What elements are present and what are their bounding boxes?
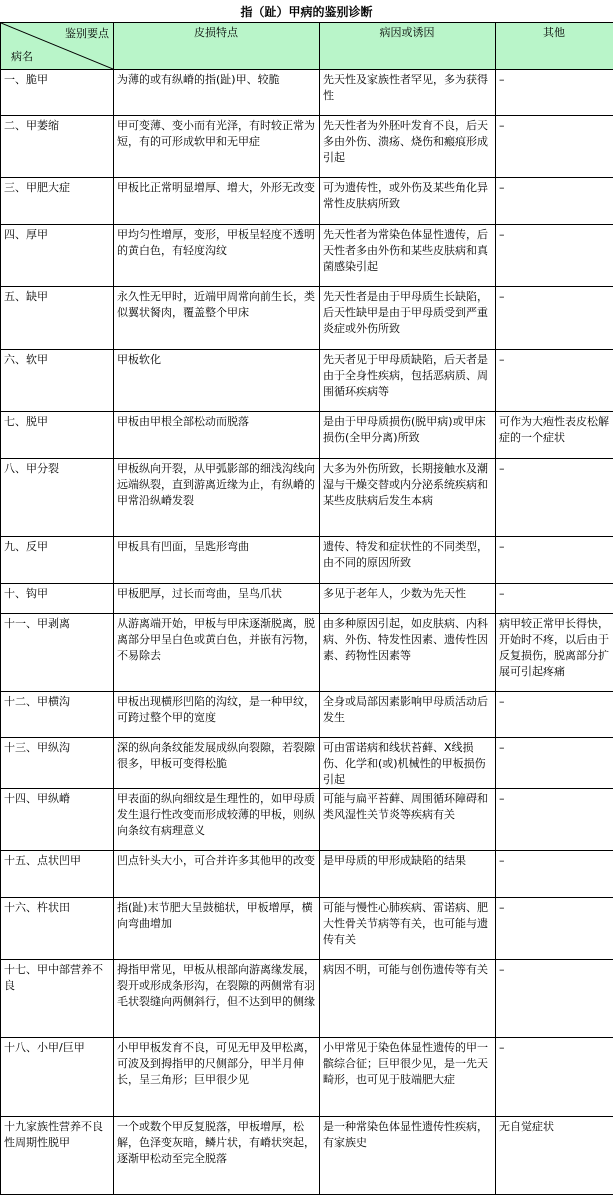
row-name-cell: 十三、甲纵沟 <box>1 738 114 789</box>
row-features-cell: 甲板软化 <box>114 350 320 412</box>
row-other-cell: 可作为大疱性表皮松解症的一个症状 <box>496 412 613 459</box>
row-features-cell: 甲板出现横形凹陷的沟纹，是一种甲纹，可跨过整个甲的宽度 <box>114 692 320 738</box>
row-features-cell: 永久性无甲时，近端甲周常向前生长，类似翼状胬肉，覆盖整个甲床 <box>114 287 320 350</box>
row-name-cell: 五、缺甲 <box>1 287 114 350</box>
row-name-cell: 三、甲肥大症 <box>1 178 114 225</box>
table-row <box>1 287 613 350</box>
row-features-cell: 为薄的或有纵嵴的指(趾)甲、较脆 <box>114 70 320 116</box>
row-name-cell: 十八、小甲/巨甲 <box>1 1038 114 1117</box>
row-name-cell: 十二、甲横沟 <box>1 692 114 738</box>
row-cause-cell: 可能与扁平苔藓、周围循环障碍和类风湿性关节炎等疾病有关 <box>320 789 496 851</box>
table-row <box>1 459 613 537</box>
row-name-cell: 七、脱甲 <box>1 412 114 459</box>
row-cause-cell: 先天者见于甲母质缺陷，后天者是由于全身性疾病，包括恶病质、周围循环疾病等 <box>320 350 496 412</box>
row-cause-cell: 遗传、特发和症状性的不同类型，由不同的原因所致 <box>320 537 496 584</box>
corner-header <box>1 23 114 70</box>
row-features-cell: 甲表面的纵向细纹是生理性的，如甲母质发生退行性改变而形成较薄的甲板，则纵向条纹有病理意义 <box>114 789 320 851</box>
table-row <box>1 898 613 960</box>
table-row <box>1 614 613 692</box>
row-other-cell: – <box>496 898 613 960</box>
row-name-cell: 十九家族性营养不良性周期性脱甲 <box>1 1117 114 1195</box>
row-cause-cell: 先天性者为外胚叶发育不良，后天多由外伤、溃疡、烧伤和瘢痕形成引起 <box>320 116 496 178</box>
row-name-cell: 十四、甲纵嵴 <box>1 789 114 851</box>
column-header-other: 其他 <box>496 23 613 70</box>
row-name-cell: 八、甲分裂 <box>1 459 114 537</box>
row-other-cell: – <box>496 459 613 537</box>
row-cause-cell: 可为遗传性，或外伤及某些角化异常性皮肤病所致 <box>320 178 496 225</box>
column-header-cause: 病因或诱因 <box>320 23 496 70</box>
row-other-cell: – <box>496 851 613 898</box>
column-header-features: 皮损特点 <box>114 23 320 70</box>
row-other-cell: – <box>496 225 613 287</box>
table-row <box>1 537 613 584</box>
row-cause-cell: 是由于甲母质损伤(脱甲病)或甲床损伤(全甲分离)所致 <box>320 412 496 459</box>
table-row <box>1 1038 613 1117</box>
row-other-cell: 病甲较正常甲长得快，开始时不疼，以后由于反复损伤，脱离部分扩展可引起疼痛 <box>496 614 613 692</box>
row-cause-cell: 先天性及家族性者罕见，多为获得性 <box>320 70 496 116</box>
row-other-cell: – <box>496 960 613 1038</box>
table-row <box>1 225 613 287</box>
table-row <box>1 178 613 225</box>
row-features-cell: 甲板纵向开裂，从甲弧影部的细浅沟线向远端纵裂，直到游离近缘为止，有纵嵴的甲常沿纵嵴发裂 <box>114 459 320 537</box>
row-other-cell: – <box>496 350 613 412</box>
row-features-cell: 甲板具有凹面，呈匙形弯曲 <box>114 537 320 584</box>
row-features-cell: 一个或数个甲反复脱落，甲板增厚，松解，色泽变灰暗，鳞片状，有嵴状突起，逐渐甲松动至完全脱落 <box>114 1117 320 1195</box>
table-row <box>1 70 613 116</box>
table-row <box>1 789 613 851</box>
table-row <box>1 584 613 614</box>
row-cause-cell: 多见于老年人，少数为先天性 <box>320 584 496 614</box>
row-cause-cell: 可由雷诺病和线状苔藓、X线损伤、化学和(或)机械性的甲板损伤引起 <box>320 738 496 789</box>
row-features-cell: 甲板肥厚，过长而弯曲，呈鸟爪状 <box>114 584 320 614</box>
row-cause-cell: 先天性者为常染色体显性遗传，后天性者多由外伤和某些皮肤病和真菌感染引起 <box>320 225 496 287</box>
table-row <box>1 350 613 412</box>
table-row <box>1 851 613 898</box>
row-name-cell: 二、甲萎缩 <box>1 116 114 178</box>
table-row <box>1 116 613 178</box>
table-row <box>1 960 613 1038</box>
row-features-cell: 小甲甲板发育不良，可见无甲及甲松离，可波及到拇指甲的尺侧部分，甲半月伸长，呈三角形；巨甲很少见 <box>114 1038 320 1117</box>
row-name-cell: 十、钩甲 <box>1 584 114 614</box>
row-name-cell: 十五、点状凹甲 <box>1 851 114 898</box>
row-features-cell: 深的纵向条纹能发展成纵向裂隙，若裂隙很多，甲板可变得松脆 <box>114 738 320 789</box>
row-cause-cell: 小甲常见于染色体显性遗传的甲一髌综合征；巨甲很少见，是一先天畸形，也可见于肢端肥大症 <box>320 1038 496 1117</box>
row-name-cell: 一、脆甲 <box>1 70 114 116</box>
row-other-cell: – <box>496 789 613 851</box>
row-features-cell: 凹点针头大小，可合并许多其他甲的改变 <box>114 851 320 898</box>
row-features-cell: 指(趾)末节肥大呈鼓槌状，甲板增厚，横向弯曲增加 <box>114 898 320 960</box>
diagnosis-table <box>0 22 613 1195</box>
row-other-cell: – <box>496 738 613 789</box>
row-name-cell: 四、厚甲 <box>1 225 114 287</box>
table-row <box>1 738 613 789</box>
row-features-cell: 甲板比正常明显增厚、增大，外形无改变 <box>114 178 320 225</box>
row-other-cell: – <box>496 537 613 584</box>
corner-label-disease: 病名 <box>11 49 33 65</box>
table-row <box>1 692 613 738</box>
row-features-cell: 从游离端开始，甲板与甲床逐渐脱离，脱离部分甲呈白色或黄白色，并嵌有污物，不易除去 <box>114 614 320 692</box>
row-other-cell: – <box>496 70 613 116</box>
row-name-cell: 十六、杵状田 <box>1 898 114 960</box>
table-row <box>1 1117 613 1195</box>
row-other-cell: – <box>496 287 613 350</box>
row-cause-cell: 是一种常染色体显性遗传性疾病，有家族史 <box>320 1117 496 1195</box>
row-other-cell: – <box>496 1038 613 1117</box>
row-features-cell: 甲均匀性增厚，变形，甲板呈轻度不透明的黄白色，有轻度沟纹 <box>114 225 320 287</box>
row-name-cell: 十一、甲剥离 <box>1 614 114 692</box>
table-header-row <box>1 23 613 70</box>
row-cause-cell: 由多种原因引起，如皮肤病、内科病、外伤、特发性因素、遗传性因素、药物性因素等 <box>320 614 496 692</box>
row-cause-cell: 大多为外伤所致，长期接触水及潮湿与干燥交替或内分泌系统疾病和某些皮肤病后发生本病 <box>320 459 496 537</box>
row-other-cell: – <box>496 692 613 738</box>
row-other-cell: – <box>496 116 613 178</box>
row-features-cell: 拇指甲常见，甲板从根部向游离缘发展，裂开或形成条形沟，在裂隙的两侧常有羽毛状裂缝向两侧斜行，但不达到甲的侧缘 <box>114 960 320 1038</box>
row-name-cell: 九、反甲 <box>1 537 114 584</box>
row-cause-cell: 先天性者是由于甲母质生长缺陷，后天性缺甲是由于甲母质受到严重炎症或外伤所致 <box>320 287 496 350</box>
row-name-cell: 十七、甲中部营养不良 <box>1 960 114 1038</box>
row-other-cell: – <box>496 584 613 614</box>
corner-label-criteria: 鉴别要点 <box>65 26 109 42</box>
row-features-cell: 甲板由甲根全部松动而脱落 <box>114 412 320 459</box>
table-row <box>1 412 613 459</box>
row-name-cell: 六、软甲 <box>1 350 114 412</box>
row-cause-cell: 全身或局部因素影响甲母质活动后发生 <box>320 692 496 738</box>
row-other-cell: 无自觉症状 <box>496 1117 613 1195</box>
document-title: 指（趾）甲病的鉴别诊断 <box>0 2 613 22</box>
row-features-cell: 甲可变薄、变小而有光泽，有时较正常为短，有的可形成软甲和无甲症 <box>114 116 320 178</box>
row-cause-cell: 是甲母质的甲形成缺陷的结果 <box>320 851 496 898</box>
row-cause-cell: 可能与慢性心肺疾病、雷诺病、肥大性骨关节病等有关，也可能与遗传有关 <box>320 898 496 960</box>
row-cause-cell: 病因不明，可能与创伤遗传等有关 <box>320 960 496 1038</box>
table-body <box>1 70 613 1195</box>
row-other-cell: – <box>496 178 613 225</box>
